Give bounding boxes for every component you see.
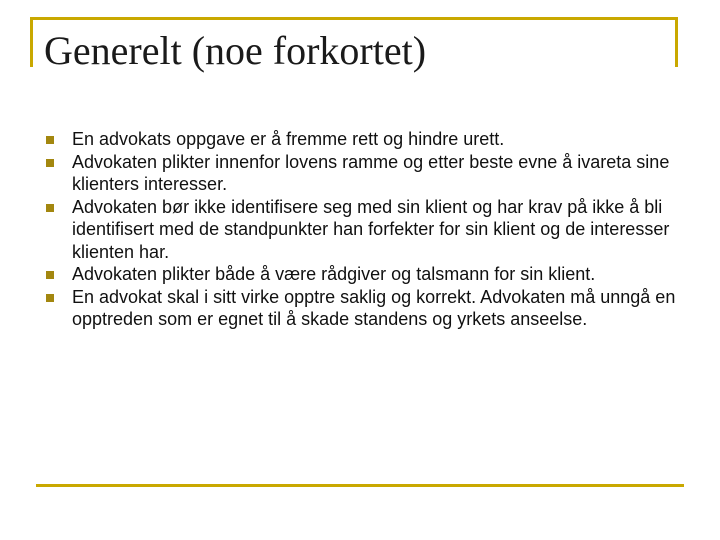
bullet-item [46, 151, 696, 196]
bullet-text: Advokaten bør ikke identifisere seg med sin klient og har krav på ikke å bli identifisert med de standpunkter han forfekter for sin klient og de interesser klienten har. [72, 196, 670, 262]
bullet-text: Advokaten plikter innenfor lovens ramme og etter beste evne å ivareta sine klienters interesser. [72, 151, 670, 194]
bullet-list [46, 128, 696, 331]
square-bullet-icon [46, 204, 54, 212]
bullet-item [46, 286, 696, 331]
square-bullet-icon [46, 271, 54, 279]
square-bullet-icon [46, 159, 54, 167]
square-bullet-icon [46, 294, 54, 302]
square-bullet-icon [46, 136, 54, 144]
bullet-item [46, 196, 696, 264]
bullet-item [46, 128, 696, 151]
slide-title: Generelt (noe forkortet) [44, 28, 427, 73]
bullet-text: Advokaten plikter både å være rådgiver og talsmann for sin klient. [72, 264, 596, 284]
right-rule [675, 17, 678, 67]
left-rule [30, 17, 33, 67]
top-rule [30, 17, 678, 20]
bullet-item [46, 263, 696, 286]
bullet-text: En advokats oppgave er å fremme rett og hindre urett. [72, 129, 505, 149]
bottom-rule [36, 484, 684, 487]
bullet-text: En advokat skal i sitt virke opptre saklig og korrekt. Advokaten må unngå en opptreden som er egnet til å skade standens og yrkets anseelse. [72, 286, 676, 329]
